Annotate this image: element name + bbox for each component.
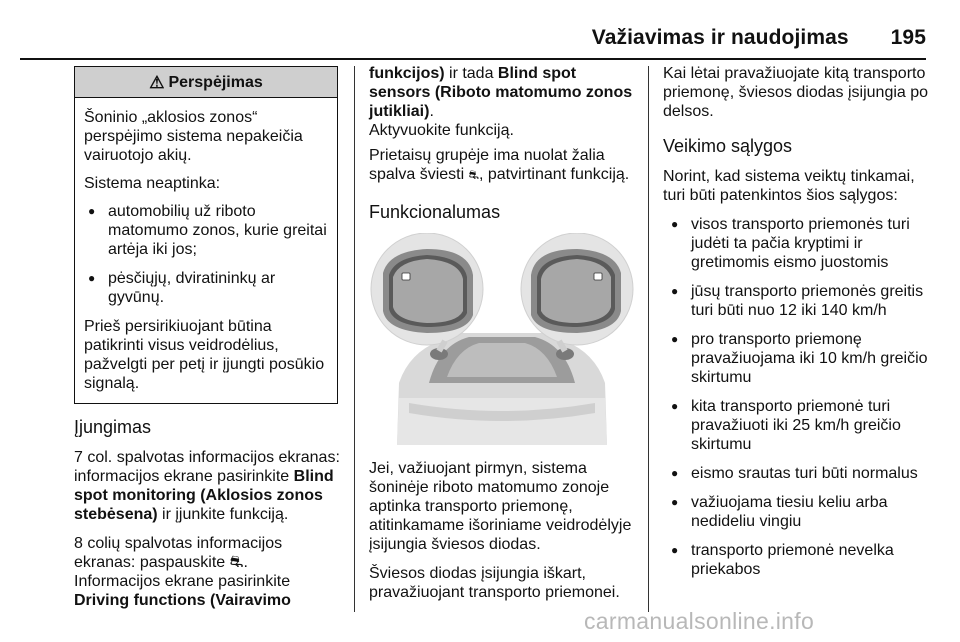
warning-paragraph: Sistema neaptinka: xyxy=(84,175,221,192)
list-item: ● transporto priemonė nevelka priekabos xyxy=(667,541,931,579)
warning-paragraph: Šoninio „aklosios zonos“ perspėjimo sistema nepakeičia vairuotojo akių. xyxy=(84,109,303,164)
section-heading-veikimo-salygos: Veikimo sąlygos xyxy=(663,136,793,156)
list-item: ● pro transporto priemonę pravažiuojama iki 10 km/h greičio skirtumu xyxy=(667,330,931,387)
paragraph: 8 colių spalvotas informacijos ekranas: paspauskite ⛐. Informacijos ekrane pasirinkite Driving functions (Vairavimo xyxy=(74,535,291,609)
watermark: carmanualsonline.info xyxy=(584,608,815,634)
section-heading-funkcionalumas: Funkcionalumas xyxy=(369,202,501,222)
warning-triangle-icon: ⚠ xyxy=(149,72,165,92)
warning-title: Perspėjimas xyxy=(168,73,263,91)
warning-box xyxy=(74,66,338,404)
section-heading-ijungimas: Įjungimas xyxy=(74,417,152,437)
column-divider-1 xyxy=(354,66,355,612)
header-title: Važiavimas ir naudojimas xyxy=(591,26,849,49)
list-item: ● jūsų transporto priemonės greitis turi būti nuo 12 iki 140 km/h xyxy=(667,282,931,320)
paragraph: Prietaisų grupėje ima nuolat žalia spalva šviesti ⛐, patvirtinant funkciją. xyxy=(369,147,630,183)
mirror-illustration xyxy=(369,233,635,445)
warning-title-bar xyxy=(75,67,337,98)
page-number: 195 xyxy=(890,26,926,49)
header-rule xyxy=(20,58,926,60)
paragraph: Kai lėtai pravažiuojate kitą transporto priemonę, šviesos diodas įsijungia po delsos. xyxy=(663,65,929,120)
warning-paragraph: Prieš persirikiuojant būtina patikrinti visus veidrodėlius, pažvelgti per petį ir įjungti posūkio signalą. xyxy=(84,318,325,392)
paragraph: Šviesos diodas įsijungia iškart, pravažiuojant transporto priemonei. xyxy=(369,565,620,601)
paragraph: Jei, važiuojant pirmyn, sistema šoninėje riboto matomumo zonoje aptinka transporto priemonę, atitinkamame išoriniame veidrodėlyje įsijungia šviesos diodas. xyxy=(369,460,632,553)
list-item: ● kita transporto priemonė turi pravažiuoti iki 25 km/h greičio skirtumu xyxy=(667,397,931,454)
page-header xyxy=(20,26,926,54)
conditions-list xyxy=(667,215,931,579)
blind-spot-indicator-icon: ⛐ xyxy=(468,168,479,182)
paragraph: Norint, kad sistema veiktų tinkamai, turi būti patenkintos šios sąlygos: xyxy=(663,168,915,204)
paragraph: 7 col. spalvotas informacijos ekranas: informacijos ekrane pasirinkite Blind spot monitoring (Aklosios zonos stebėsena) ir įjunkite funkciją. xyxy=(74,449,340,523)
warning-body xyxy=(75,98,337,403)
column-3 xyxy=(663,64,931,589)
car-settings-icon: ⛐ xyxy=(229,554,244,571)
warning-list xyxy=(84,202,328,307)
column-divider-2 xyxy=(648,66,649,612)
column-1 xyxy=(74,66,340,610)
list-item: ● eismo srautas turi būti normalus xyxy=(667,464,931,483)
list-item: ● važiuojama tiesiu keliu arba nedideliu vingiu xyxy=(667,493,931,531)
list-item: ● pėsčiųjų, dviratininkų ar gyvūnų. xyxy=(84,269,328,307)
paragraph: funkcijos) ir tada Blind spot sensors (Riboto matomumo zonos jutikliai). Aktyvuokite funkciją. xyxy=(369,65,633,139)
list-item: ● automobilių už riboto matomumo zonos, kurie greitai artėja iki jos; xyxy=(84,202,328,259)
column-2 xyxy=(369,64,635,612)
list-item: ● visos transporto priemonės turi judėti ta pačia kryptimi ir gretimomis eismo juostomis xyxy=(667,215,931,272)
